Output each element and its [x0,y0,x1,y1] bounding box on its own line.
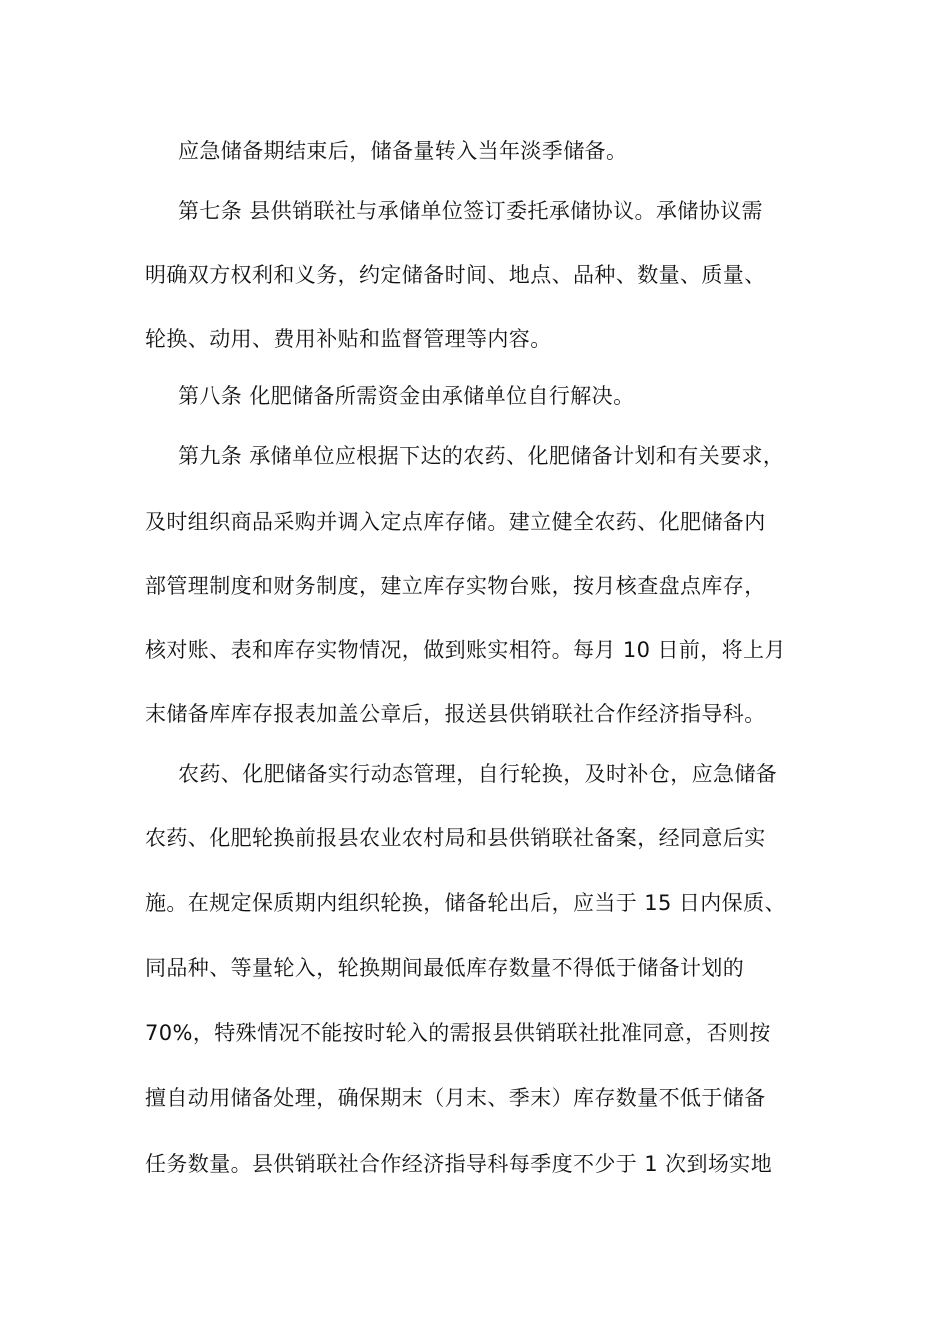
text-line: 同品种、等量轮入，轮换期间最低库存数量不得低于储备计划的 [145,956,745,980]
text-line: 任务数量。县供销联社合作经济指导科每季度不少于 1 次到场实地 [145,1152,773,1176]
text-line: 农药、化肥储备实行动态管理，自行轮换，及时补仓，应急储备 [178,762,778,786]
text-line: 70%，特殊情况不能按时轮入的需报县供销联社批准同意，否则按 [145,1021,771,1045]
text-line: 应急储备期结束后，储备量转入当年淡季储备。 [178,139,628,163]
text-line: 农药、化肥轮换前报县农业农村局和县供销联社备案，经同意后实 [145,826,766,850]
text-line: 轮换、动用、费用补贴和监督管理等内容。 [145,327,552,351]
text-line: 擅自动用储备处理，确保期末（月末、季末）库存数量不低于储备 [145,1086,766,1110]
text-line: 部管理制度和财务制度，建立库存实物台账，按月核查盘点库存， [145,574,766,598]
text-line: 第九条 承储单位应根据下达的农药、化肥储备计划和有关要求， [178,444,785,468]
text-line: 核对账、表和库存实物情况，做到账实相符。每月 10 日前，将上月 [145,638,786,662]
text-line: 及时组织商品采购并调入定点库存储。建立健全农药、化肥储备内 [145,510,766,534]
text-line: 明确双方权利和义务，约定储备时间、地点、品种、数量、质量、 [145,263,766,287]
text-line: 施。在规定保质期内组织轮换，储备轮出后，应当于 15 日内保质、 [145,891,786,915]
text-line: 末储备库库存报表加盖公章后，报送县供销联社合作经济指导科。 [145,702,766,726]
text-line: 第七条 县供销联社与承储单位签订委托承储协议。承储协议需 [178,199,763,223]
text-line: 第八条 化肥储备所需资金由承储单位自行解决。 [178,384,635,408]
